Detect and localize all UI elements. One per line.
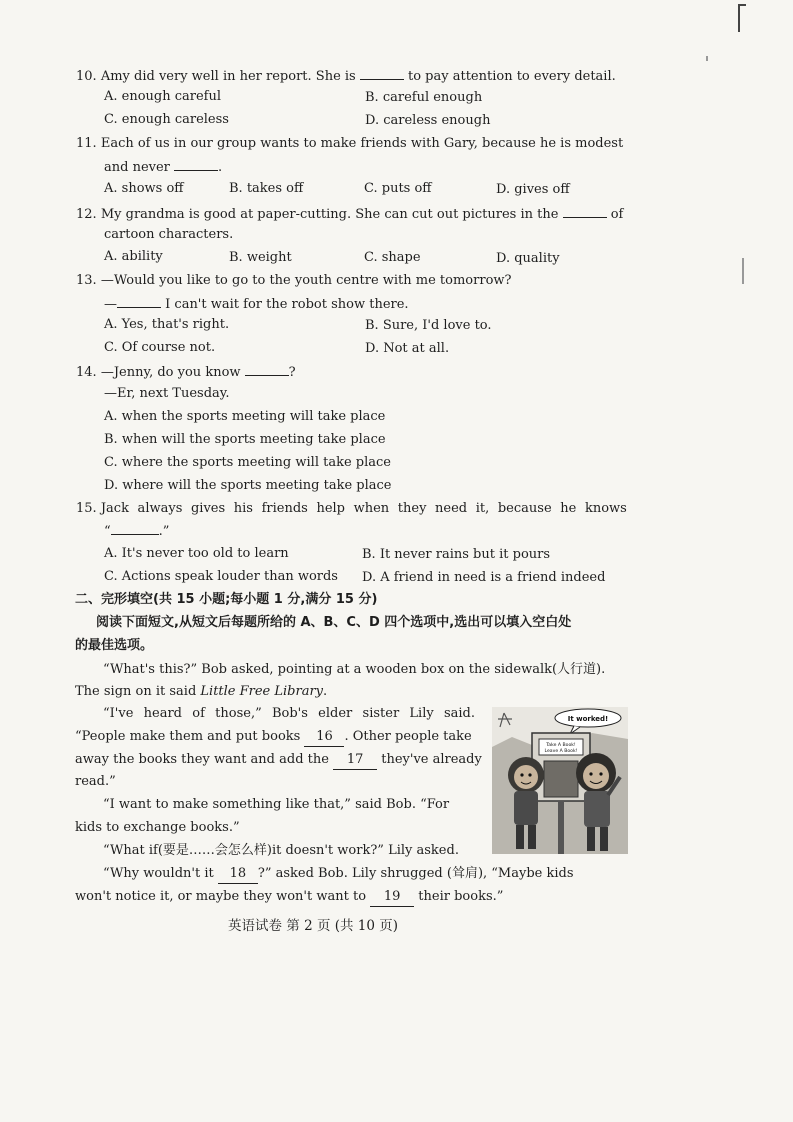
question-11 [76, 135, 623, 153]
option-b: B. takes off [229, 181, 304, 196]
question-text: Jack always gives his friends help when they need it, because he knows [100, 501, 627, 516]
question-number: 14. [76, 365, 97, 380]
option-a: A. Yes, that's right. [104, 317, 230, 332]
passage-text: they've already [381, 752, 482, 767]
passage-text: won't notice it, or maybe they won't want to [75, 889, 367, 904]
option-c: C. shape [364, 250, 421, 265]
option-b: B. careful enough [365, 90, 483, 105]
question-text: Amy did very well in her report. She is [100, 69, 356, 84]
question-10 [76, 66, 616, 86]
section-instructions: 的最佳选项。 [75, 638, 154, 653]
option-c: C. puts off [364, 181, 432, 196]
passage-text: . Other people take [344, 729, 472, 744]
option-d: D. Not at all. [365, 341, 450, 356]
answer-blank [174, 157, 218, 171]
corner-bracket [738, 4, 746, 32]
question-text: I can't wait for the robot show there. [165, 297, 409, 312]
option-d: D. where will the sports meeting take place [104, 478, 392, 493]
option-d: D. A friend in need is a friend indeed [362, 570, 606, 585]
section-heading: 二、完形填空(共 15 小题;每小题 1 分,满分 15 分) [75, 592, 378, 607]
option-b: B. It never rains but it pours [362, 547, 551, 562]
question-15 [76, 500, 627, 518]
book-title: Little Free Library [200, 684, 324, 699]
passage-text: their books.” [418, 889, 504, 904]
passage-text: ?” asked Bob. Lily shrugged (耸肩), “Maybe kids [257, 866, 574, 881]
question-text: to pay attention to every detail. [408, 69, 616, 84]
option-a: A. It's never too old to learn [104, 546, 289, 561]
option-a: A. when the sports meeting will take place [104, 409, 386, 424]
passage-line [75, 888, 503, 907]
section-instructions: 阅读下面短文,从短文后每题所给的 A、B、C、D 四个选项中,选出可以填入空白处 [96, 615, 572, 630]
option-b: B. weight [229, 250, 292, 265]
option-a: A. shows off [104, 181, 184, 196]
option-a: A. ability [104, 249, 163, 264]
passage-line [103, 865, 574, 884]
option-d: D. careless enough [365, 113, 491, 128]
question-number: 11. [76, 136, 97, 151]
question-13 [76, 272, 512, 290]
option-a: A. enough careful [104, 89, 222, 104]
passage-line [75, 683, 327, 701]
passage-text: “I want to make something like that,” said Bob. “For [103, 797, 450, 812]
scan-mark [742, 258, 744, 284]
sign-text: Take A Book! [546, 743, 576, 748]
question-12 [76, 204, 623, 224]
question-15-line2: “ .” [104, 521, 169, 541]
passage-text: kids to exchange books.” [75, 820, 240, 835]
passage-text: “What's this?” Bob asked, pointing at a wooden box on the sidewalk(人行道). [103, 662, 606, 677]
illustration-drawing [492, 707, 628, 854]
question-text: cartoon characters. [104, 227, 234, 242]
page-footer: 英语试卷 第 2 页 (共 10 页) [228, 918, 399, 934]
answer-blank [117, 294, 161, 308]
answer-blank [111, 521, 159, 535]
passage-line [103, 705, 475, 723]
passage-text: . [323, 684, 328, 699]
blank-number: 18 [218, 865, 258, 884]
passage-text: “People make them and put books [75, 729, 301, 744]
option-d: D. quality [496, 251, 560, 266]
question-text: —Er, next Tuesday. [104, 386, 230, 401]
passage-text: “What if(要是……会怎么样)it doesn't work?” Lily asked. [103, 843, 459, 858]
question-11-line2: and never . [104, 157, 222, 177]
speech-bubble-text: It worked! [567, 715, 609, 723]
question-number: 10. [76, 69, 97, 84]
passage-text: “Why wouldn't it [103, 866, 214, 881]
question-14: 14. —Jenny, do you know ? [76, 362, 296, 382]
option-b: B. Sure, I'd love to. [365, 318, 492, 333]
option-c: C. Actions speak louder than words [104, 569, 338, 584]
question-text: My grandma is good at paper-cutting. She can cut out pictures in the [100, 207, 559, 222]
sign-text: Leave A Book! [544, 749, 578, 754]
question-text: —Would you like to go to the youth centre with me tomorrow? [100, 273, 512, 288]
passage-text: read.” [75, 774, 116, 789]
option-c: C. Of course not. [104, 340, 216, 355]
passage-line [75, 728, 472, 747]
question-text: Each of us in our group wants to make friends with Gary, because he is modest [100, 136, 624, 151]
blank-number: 17 [333, 751, 377, 770]
answer-blank [245, 362, 289, 376]
answer-blank [563, 204, 607, 218]
question-text: of [610, 207, 624, 222]
blank-number: 19 [370, 888, 414, 907]
option-b: B. when will the sports meeting take place [104, 432, 386, 447]
option-c: C. enough careless [104, 112, 229, 127]
question-number: 15. [76, 501, 97, 516]
blank-number: 16 [304, 728, 344, 747]
answer-blank [360, 66, 404, 80]
passage-text: away the books they want and add the [75, 752, 329, 767]
passage-text: “I've heard of those,” Bob's elder sister Lily said. [103, 706, 475, 721]
question-number: 13. [76, 273, 97, 288]
option-c: C. where the sports meeting will take place [104, 455, 392, 470]
option-d: D. gives off [496, 182, 570, 197]
kids-library-illustration [492, 707, 628, 854]
question-number: 12. [76, 207, 97, 222]
question-text: —Jenny, do you know [100, 365, 241, 380]
passage-line [75, 751, 482, 770]
question-text: and never [104, 160, 170, 175]
scan-mark [706, 56, 708, 61]
question-13-line2: — I can't wait for the robot show there. [104, 294, 409, 314]
passage-text: The sign on it said [75, 684, 201, 699]
